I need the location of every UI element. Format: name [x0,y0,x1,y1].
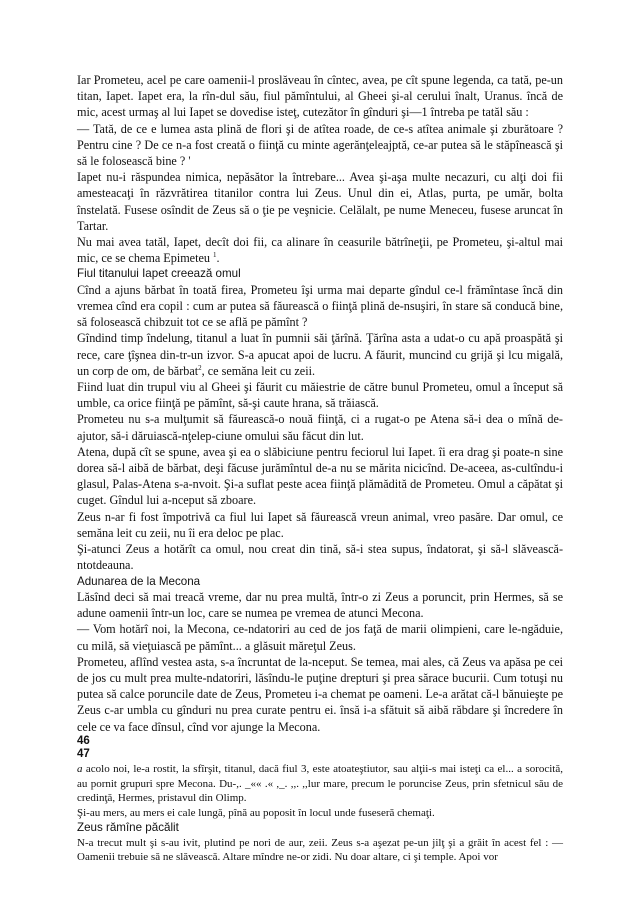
paragraph-zeus-speech: — Vom hotărî noi, la Mecona, ce-ndatoriri au ced de jos faţă de marii olimpieni, care le-ngăduie, cu milă, să vieţuiască pe pămînt... a glăsuit măreţul Zeus. [77,622,563,653]
paragraph-gods-arrive: N-a trecut mult şi s-au ivit, plutind pe nori de aur, zeii. Zeus s-a aşezat pe-un jilţ şi a grăit în acest fel : — Oamenii trebuie să ne slăvească. Altare mîndre ne-or zidi. Nu doar altare, ci şi temple. Apoi vor [77,836,563,864]
paragraph-journey [77,762,563,806]
footnote-marker: 2 [198,363,202,372]
paragraph-epimeteu [77,234,563,266]
paragraph-clay-man [77,330,563,379]
section-heading-mecona: Adunarea de la Mecona [77,574,201,588]
section-heading-zeus-tricked: Zeus rămîne păcălit [77,821,179,835]
paragraph-man-walks: Fiind luat din trupul viu al Gheei şi făurit cu măiestrie de către bunul Prometeu, omul a început să umble, ca orice fiinţă pe pămînt, să-şi caute hrana, să trăiască. [77,380,563,411]
paragraph-prometheus-origin: Iar Prometeu, acel pe care oamenii-l proslăveau în cîntec, avea, pe cît spune legenda, ca tată, pe-un titan, Iapet. Iapet era, la rîn-dul său, fiul pămîntului, al Gheei şi-al cerului înalt, Uranus. încă de mic, acest urmaş al lui Iapet se dovedise isteţ, cutezător în gînduri şi—1 întreba pe tatăl său : [77,73,563,120]
paragraph-prometheus-warns: Prometeu, aflînd vestea asta, s-a încruntat de la-nceput. Se temea, mai ales, că Zeus va apăsa pe cei de jos cu mult prea multe-ndatoriri, lăsîndu-le puţine drepturi şi prea sărace bucurii. Cum totuşi nu putea să calce poruncile date de Zeus, Prometeu i-a chemat pe oameni. Le-a arătat că-l bănuieşte pe Zeus c-ar umbla cu gînduri nu prea curate pentru ei. însă i-a sfătuit să aibă răbdare şi încredere în cele ce va face dînsul, cînd vor ajunge la Mecona. [77,654,563,734]
paragraph-prometheus-thought: Cînd a ajuns bărbat în toată firea, Prometeu îşi urma mai departe gîndul ce-l frămîntase încă din vremea cînd era copil : cum ar putea să făurească o fiinţă plină de-nsuşiri, în stare să conducă bine, să folosească chibzuit tot ce se află pe pămînt ? [77,282,563,330]
paragraph-arrival: Şi-au mers, au mers ei cale lungă, pînă au poposit în locul unde fuseseră chemaţi. [77,806,435,819]
paragraph-zeus-displeased: Zeus n-ar fi fost împotrivă ca fiul lui Iapet să făurească vreun animal, vreo pasăre. Dar omul, ce semăna leit cu zeii, nu îi era deloc pe plac. [77,509,563,540]
paragraph-text: acolo noi, le-a rostit, la sfîrşit, titanul, dacă fiul 3, este atoateştiutor, sau alţii-s mai isteţi ca el... a sorocită, au pornit grupuri spre Mecona. Du-,. _«« .« ,_. ,,. ,,lur mare, precum le poruncise Zeus, prin sfetnicul său de credinţă, Hermes, pristavul din Olimp. [77,762,563,805]
footnote-marker: 1 [213,251,217,260]
section-heading-creation: Fiul titanului Iapet creează omul [77,267,241,281]
paragraph-text: Gîndind timp îndelung, titanul a luat în pumnii săi ţărînă. Ţărîna asta a udat-o cu apă proaspătă şi rece, care ţîşnea din-tr-un izvor. S-a apucat apoi de lucru. A făurit, muncind cu grijă şi lcu migală, un corp de om, de bărbat [77,331,563,378]
paragraph-hermes-summons: Lăsînd deci să mai treacă vreme, dar nu prea multă, într-o zi Zeus a poruncit, prin Hermes, să se adune oamenii într-un loc, care se numea pe vremea de atunci Mecona. [77,589,563,621]
italic-lead: a [77,762,83,775]
paragraph-text: Nu mai avea tatăl, Iapet, decît doi fii, ca alinare în ceasurile bătrîneţii, pe Prometeu, şi-altul mai mic, ce se chema Epimeteu [77,235,563,266]
paragraph-athena-request: Prometeu nu s-a mulţumit să făurească-o nouă fiinţă, ci a rugat-o pe Atena să-i dea o mînă de-ajutor, să-i dăruiască-nţelep-ciune omului său făcut din lut. [77,412,563,443]
page-content [77,72,563,865]
paragraph-tail: , ce semăna leit cu zeii. [201,363,316,378]
paragraph-tail: . [216,251,220,266]
paragraph-prometheus-question: — Tată, de ce e lumea asta plină de flori şi de atîtea roade, de ce-s atîtea animale şi zburătoare ? Pentru cine ? De ce n-a fost creată o fiinţă cu minte agerănţeleajptă, ce-ar putea să le stăpînească şi să le folosească bine ? ' [77,121,563,169]
paragraph-athena-breath: Atena, după cît se spune, avea şi ea o slăbiciune pentru feciorul lui Iapet. îi era drag şi poate-n sine dorea să-l aibă de bărbat, deşi făcuse jurămîntul de-a nu se mărita nicicînd. De-aceea, as-cultîndu-i glasul, Palas-Atena s-a-nvoit. Şi-a suflat peste acea fiinţă plămădită de Prometeu. Omul a căpătat şi cuget. Gîndul lui a-nceput să zboare. [77,444,563,508]
paragraph-zeus-decides: Şi-atunci Zeus a hotărît ca omul, nou creat din tină, să-i stea supus, îndatorat, şi să-l slăvească-ntotdeauna. [77,542,563,573]
page-number: 47 [77,748,90,761]
page-number: 46 [77,734,90,747]
paragraph-iapet-sons: Iapet nu-i răspundea nimica, nepăsător la întrebare... Avea şi-aşa multe necazuri, cu alţi doi fii amesteacaţi în răzvrătirea titanilor contra lui Zeus. Unul din ei, Atlas, purta, pe umăr, bolta înstelată. Fusese osîndit de Zeus să o ţie pe veşnicie. Celălalt, pe nume Meneceu, fusese aruncat în Tartar. [77,170,563,233]
